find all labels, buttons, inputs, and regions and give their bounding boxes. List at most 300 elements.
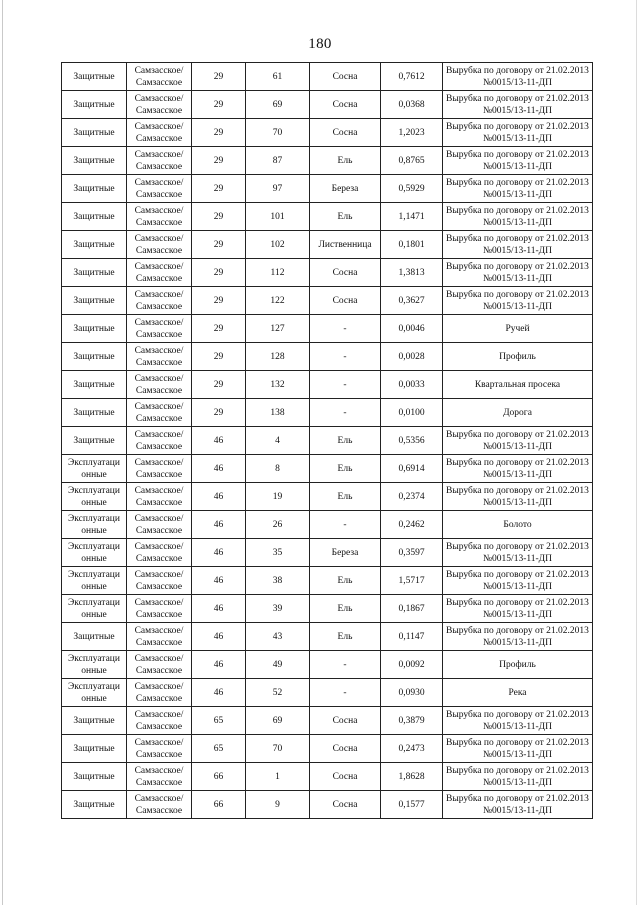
cell-forestry: [127, 735, 192, 763]
table-row: [62, 259, 593, 287]
cell-forestry-line: Самзасское: [135, 413, 183, 424]
forest-plots-table: [61, 62, 593, 819]
cell-quarter: 29: [192, 203, 246, 231]
cell-quarter: 46: [192, 455, 246, 483]
cell-note: [443, 791, 593, 819]
cell-quarter: 29: [192, 399, 246, 427]
cell-forestry-line: Самзасское/: [134, 569, 184, 580]
cell-species: Ель: [310, 427, 381, 455]
cell-area: 0,3627: [381, 287, 443, 315]
cell-plot: 97: [246, 175, 310, 203]
cell-forestry: [127, 455, 192, 483]
cell-plot: 1: [246, 763, 310, 791]
cell-plot: 39: [246, 595, 310, 623]
cell-area: 0,3879: [381, 707, 443, 735]
cell-note-line: Вырубка по договору от 21.02.2013: [446, 149, 589, 160]
cell-note-line: Вырубка по договору от 21.02.2013: [446, 793, 589, 804]
cell-forestry: [127, 231, 192, 259]
cell-category: [62, 763, 127, 791]
cell-forestry-line: Самзасское: [135, 665, 183, 676]
scan-edge-right: [636, 0, 637, 905]
cell-forestry-line: Самзасское/: [134, 653, 184, 664]
cell-note-line: №0015/13-11-ДП: [482, 217, 553, 228]
cell-note: [443, 707, 593, 735]
cell-forestry-line: Самзасское: [135, 777, 183, 788]
cell-forestry: [127, 595, 192, 623]
cell-note-line: Вырубка по договору от 21.02.2013: [446, 765, 589, 776]
table-row: [62, 791, 593, 819]
cell-area: 0,5929: [381, 175, 443, 203]
cell-note: [443, 539, 593, 567]
table-row: [62, 147, 593, 175]
table-row: [62, 539, 593, 567]
cell-category-line: Защитные: [73, 183, 115, 194]
cell-category: [62, 427, 127, 455]
cell-forestry: [127, 707, 192, 735]
cell-species: Береза: [310, 175, 381, 203]
cell-note-line: Вырубка по договору от 21.02.2013: [446, 597, 589, 608]
table-row: [62, 203, 593, 231]
cell-plot: 35: [246, 539, 310, 567]
cell-plot: 26: [246, 511, 310, 539]
cell-note-line: Река: [508, 687, 527, 698]
table-row: [62, 679, 593, 707]
cell-note-line: Ручей: [505, 323, 530, 334]
cell-note-line: №0015/13-11-ДП: [482, 105, 553, 116]
cell-category-line: Защитные: [73, 743, 115, 754]
table-row: [62, 91, 593, 119]
cell-note-line: Профиль: [499, 351, 536, 362]
cell-note-line: №0015/13-11-ДП: [482, 553, 553, 564]
cell-area: 0,0930: [381, 679, 443, 707]
cell-category-line: онные: [81, 469, 107, 480]
cell-category: [62, 231, 127, 259]
cell-note-line: Вырубка по договору от 21.02.2013: [446, 429, 589, 440]
table-row: [62, 623, 593, 651]
cell-forestry-line: Самзасское: [135, 357, 183, 368]
cell-note-line: Вырубка по договору от 21.02.2013: [446, 177, 589, 188]
cell-plot: 70: [246, 119, 310, 147]
cell-note-line: Вырубка по договору от 21.02.2013: [446, 737, 589, 748]
cell-forestry-line: Самзасское: [135, 721, 183, 732]
cell-forestry: [127, 399, 192, 427]
cell-forestry-line: Самзасское/: [134, 261, 184, 272]
cell-note-line: №0015/13-11-ДП: [482, 777, 553, 788]
cell-category-line: Эксплуатаци: [68, 541, 120, 552]
cell-forestry-line: Самзасское/: [134, 233, 184, 244]
cell-category: [62, 371, 127, 399]
cell-note: [443, 651, 593, 679]
cell-quarter: 29: [192, 91, 246, 119]
cell-quarter: 46: [192, 595, 246, 623]
cell-note-line: №0015/13-11-ДП: [482, 637, 553, 648]
cell-note-line: №0015/13-11-ДП: [482, 609, 553, 620]
cell-note-line: №0015/13-11-ДП: [482, 805, 553, 816]
cell-note: [443, 679, 593, 707]
table-row: [62, 371, 593, 399]
cell-forestry: [127, 147, 192, 175]
cell-plot: 70: [246, 735, 310, 763]
cell-category-line: Защитные: [73, 323, 115, 334]
cell-plot: 112: [246, 259, 310, 287]
cell-forestry-line: Самзасское/: [134, 765, 184, 776]
cell-area: 0,2374: [381, 483, 443, 511]
cell-forestry-line: Самзасское: [135, 497, 183, 508]
cell-category-line: Защитные: [73, 379, 115, 390]
cell-forestry: [127, 259, 192, 287]
cell-forestry-line: Самзасское/: [134, 457, 184, 468]
cell-note-line: №0015/13-11-ДП: [482, 441, 553, 452]
cell-species: Сосна: [310, 287, 381, 315]
cell-category-line: онные: [81, 497, 107, 508]
cell-plot: 69: [246, 707, 310, 735]
cell-category-line: Защитные: [73, 71, 115, 82]
cell-note: [443, 119, 593, 147]
cell-category-line: онные: [81, 581, 107, 592]
cell-note-line: Вырубка по договору от 21.02.2013: [446, 65, 589, 76]
cell-category-line: онные: [81, 525, 107, 536]
cell-species: Лиственница: [310, 231, 381, 259]
cell-category: [62, 399, 127, 427]
cell-species: Ель: [310, 455, 381, 483]
cell-note: [443, 315, 593, 343]
cell-species: -: [310, 371, 381, 399]
cell-area: 0,3597: [381, 539, 443, 567]
cell-species: Сосна: [310, 91, 381, 119]
cell-note: [443, 343, 593, 371]
cell-forestry: [127, 623, 192, 651]
table-row: [62, 483, 593, 511]
cell-note-line: №0015/13-11-ДП: [482, 245, 553, 256]
cell-forestry-line: Самзасское/: [134, 149, 184, 160]
table-row: [62, 707, 593, 735]
cell-forestry: [127, 567, 192, 595]
cell-category-line: Защитные: [73, 155, 115, 166]
cell-forestry: [127, 679, 192, 707]
cell-plot: 128: [246, 343, 310, 371]
cell-area: 0,0033: [381, 371, 443, 399]
cell-plot: 9: [246, 791, 310, 819]
cell-forestry: [127, 287, 192, 315]
cell-forestry-line: Самзасское/: [134, 485, 184, 496]
cell-category: [62, 147, 127, 175]
cell-quarter: 46: [192, 539, 246, 567]
cell-forestry-line: Самзасское: [135, 385, 183, 396]
cell-forestry-line: Самзасское/: [134, 625, 184, 636]
cell-category-line: онные: [81, 609, 107, 620]
cell-note-line: Вырубка по договору от 21.02.2013: [446, 289, 589, 300]
cell-note-line: Вырубка по договору от 21.02.2013: [446, 569, 589, 580]
cell-note-line: №0015/13-11-ДП: [482, 189, 553, 200]
table-row: [62, 399, 593, 427]
table-row: [62, 511, 593, 539]
cell-species: Сосна: [310, 735, 381, 763]
cell-note: [443, 91, 593, 119]
cell-area: 0,0092: [381, 651, 443, 679]
cell-forestry-line: Самзасское: [135, 301, 183, 312]
cell-note: [443, 483, 593, 511]
cell-forestry-line: Самзасское/: [134, 429, 184, 440]
cell-area: 0,6914: [381, 455, 443, 483]
table-row: [62, 651, 593, 679]
cell-category-line: Защитные: [73, 407, 115, 418]
cell-note-line: №0015/13-11-ДП: [482, 469, 553, 480]
cell-forestry-line: Самзасское/: [134, 597, 184, 608]
cell-note-line: Профиль: [499, 659, 536, 670]
cell-forestry: [127, 539, 192, 567]
cell-forestry: [127, 315, 192, 343]
cell-category: [62, 287, 127, 315]
table-row: [62, 427, 593, 455]
cell-forestry-line: Самзасское: [135, 553, 183, 564]
table-row: [62, 763, 593, 791]
cell-category-line: онные: [81, 553, 107, 564]
cell-quarter: 29: [192, 119, 246, 147]
cell-species: Ель: [310, 595, 381, 623]
cell-plot: 19: [246, 483, 310, 511]
cell-note-line: Дорога: [503, 407, 532, 418]
cell-quarter: 46: [192, 567, 246, 595]
cell-forestry: [127, 91, 192, 119]
cell-forestry-line: Самзасское: [135, 469, 183, 480]
cell-plot: 122: [246, 287, 310, 315]
cell-note-line: Вырубка по договору от 21.02.2013: [446, 121, 589, 132]
cell-forestry: [127, 427, 192, 455]
table-row: [62, 735, 593, 763]
cell-area: 0,8765: [381, 147, 443, 175]
cell-forestry-line: Самзасское/: [134, 65, 184, 76]
cell-forestry: [127, 651, 192, 679]
cell-species: Ель: [310, 567, 381, 595]
cell-note-line: №0015/13-11-ДП: [482, 749, 553, 760]
cell-quarter: 29: [192, 175, 246, 203]
cell-quarter: 46: [192, 623, 246, 651]
cell-plot: 102: [246, 231, 310, 259]
cell-forestry-line: Самзасское: [135, 189, 183, 200]
cell-species: Сосна: [310, 763, 381, 791]
cell-forestry: [127, 371, 192, 399]
cell-area: 0,0046: [381, 315, 443, 343]
cell-species: Сосна: [310, 259, 381, 287]
cell-quarter: 46: [192, 483, 246, 511]
cell-plot: 69: [246, 91, 310, 119]
cell-category: [62, 707, 127, 735]
cell-quarter: 29: [192, 315, 246, 343]
cell-note: [443, 203, 593, 231]
cell-forestry: [127, 763, 192, 791]
cell-area: 1,8628: [381, 763, 443, 791]
cell-note: [443, 763, 593, 791]
cell-plot: 138: [246, 399, 310, 427]
cell-note-line: Вырубка по договору от 21.02.2013: [446, 709, 589, 720]
cell-forestry-line: Самзасское: [135, 245, 183, 256]
page-number: 180: [308, 36, 332, 52]
cell-forestry-line: Самзасское/: [134, 317, 184, 328]
cell-note: [443, 231, 593, 259]
cell-forestry-line: Самзасское/: [134, 709, 184, 720]
cell-category: [62, 567, 127, 595]
cell-category: [62, 623, 127, 651]
cell-note-line: Вырубка по договору от 21.02.2013: [446, 93, 589, 104]
scan-edge-left: [2, 0, 3, 905]
cell-category: [62, 91, 127, 119]
cell-quarter: 66: [192, 791, 246, 819]
cell-species: Сосна: [310, 63, 381, 91]
cell-quarter: 29: [192, 147, 246, 175]
cell-species: -: [310, 315, 381, 343]
cell-species: Сосна: [310, 791, 381, 819]
cell-note-line: Вырубка по договору от 21.02.2013: [446, 261, 589, 272]
cell-category-line: Защитные: [73, 295, 115, 306]
cell-category-line: Эксплуатаци: [68, 485, 120, 496]
cell-note: [443, 567, 593, 595]
table-row: [62, 231, 593, 259]
cell-area: 0,0368: [381, 91, 443, 119]
cell-category: [62, 203, 127, 231]
cell-category: [62, 483, 127, 511]
cell-plot: 4: [246, 427, 310, 455]
cell-category-line: Защитные: [73, 211, 115, 222]
cell-area: 0,1867: [381, 595, 443, 623]
cell-category: [62, 735, 127, 763]
cell-note-line: Вырубка по договору от 21.02.2013: [446, 541, 589, 552]
cell-note: [443, 511, 593, 539]
cell-forestry-line: Самзасское/: [134, 289, 184, 300]
cell-note-line: Болото: [503, 519, 532, 530]
cell-species: Ель: [310, 483, 381, 511]
cell-forestry: [127, 791, 192, 819]
cell-plot: 49: [246, 651, 310, 679]
cell-category-line: Защитные: [73, 351, 115, 362]
cell-species: Сосна: [310, 707, 381, 735]
cell-category-line: Защитные: [73, 631, 115, 642]
cell-forestry-line: Самзасское/: [134, 121, 184, 132]
cell-forestry-line: Самзасское: [135, 805, 183, 816]
cell-species: Береза: [310, 539, 381, 567]
cell-category-line: Защитные: [73, 127, 115, 138]
cell-forestry: [127, 175, 192, 203]
cell-area: 0,1801: [381, 231, 443, 259]
cell-category: [62, 259, 127, 287]
cell-category-line: Защитные: [73, 435, 115, 446]
table-row: [62, 567, 593, 595]
cell-category: [62, 175, 127, 203]
cell-note: [443, 371, 593, 399]
table-row: [62, 315, 593, 343]
cell-note: [443, 399, 593, 427]
cell-area: 0,0100: [381, 399, 443, 427]
cell-note-line: №0015/13-11-ДП: [482, 161, 553, 172]
cell-species: -: [310, 679, 381, 707]
table-row: [62, 119, 593, 147]
cell-category-line: онные: [81, 693, 107, 704]
cell-quarter: 29: [192, 259, 246, 287]
cell-note: [443, 287, 593, 315]
cell-area: 0,2462: [381, 511, 443, 539]
cell-category: [62, 119, 127, 147]
cell-forestry-line: Самзасское: [135, 693, 183, 704]
cell-quarter: 65: [192, 735, 246, 763]
cell-plot: 38: [246, 567, 310, 595]
cell-note: [443, 595, 593, 623]
cell-category-line: Эксплуатаци: [68, 569, 120, 580]
cell-note-line: №0015/13-11-ДП: [482, 581, 553, 592]
cell-category: [62, 791, 127, 819]
cell-forestry: [127, 203, 192, 231]
cell-area: 0,1147: [381, 623, 443, 651]
cell-category: [62, 315, 127, 343]
cell-forestry-line: Самзасское: [135, 609, 183, 620]
cell-category-line: Эксплуатаци: [68, 653, 120, 664]
cell-quarter: 46: [192, 679, 246, 707]
cell-forestry-line: Самзасское/: [134, 793, 184, 804]
cell-note-line: №0015/13-11-ДП: [482, 133, 553, 144]
cell-note-line: №0015/13-11-ДП: [482, 497, 553, 508]
cell-category-line: Защитные: [73, 715, 115, 726]
table-row: [62, 175, 593, 203]
cell-category-line: Защитные: [73, 771, 115, 782]
cell-note: [443, 735, 593, 763]
cell-category-line: онные: [81, 665, 107, 676]
cell-forestry-line: Самзасское: [135, 525, 183, 536]
cell-note-line: Вырубка по договору от 21.02.2013: [446, 625, 589, 636]
cell-forestry-line: Самзасское: [135, 441, 183, 452]
cell-quarter: 29: [192, 63, 246, 91]
cell-forestry: [127, 483, 192, 511]
cell-species: -: [310, 511, 381, 539]
cell-area: 1,3813: [381, 259, 443, 287]
cell-species: Ель: [310, 203, 381, 231]
cell-forestry-line: Самзасское: [135, 749, 183, 760]
cell-plot: 132: [246, 371, 310, 399]
cell-forestry-line: Самзасское/: [134, 205, 184, 216]
cell-note-line: Вырубка по договору от 21.02.2013: [446, 457, 589, 468]
cell-category-line: Эксплуатаци: [68, 681, 120, 692]
table-row: [62, 343, 593, 371]
table-row: [62, 595, 593, 623]
cell-forestry: [127, 511, 192, 539]
cell-quarter: 29: [192, 231, 246, 259]
cell-category: [62, 63, 127, 91]
cell-note-line: Вырубка по договору от 21.02.2013: [446, 233, 589, 244]
cell-forestry: [127, 63, 192, 91]
cell-quarter: 29: [192, 287, 246, 315]
cell-category: [62, 343, 127, 371]
cell-category-line: Эксплуатаци: [68, 457, 120, 468]
cell-species: Сосна: [310, 119, 381, 147]
cell-plot: 127: [246, 315, 310, 343]
cell-area: 1,5717: [381, 567, 443, 595]
cell-forestry-line: Самзасское/: [134, 373, 184, 384]
cell-forestry-line: Самзасское/: [134, 177, 184, 188]
cell-forestry-line: Самзасское/: [134, 513, 184, 524]
cell-forestry-line: Самзасское/: [134, 401, 184, 412]
cell-forestry: [127, 119, 192, 147]
cell-quarter: 65: [192, 707, 246, 735]
cell-forestry-line: Самзасское/: [134, 681, 184, 692]
cell-plot: 61: [246, 63, 310, 91]
table-row: [62, 63, 593, 91]
cell-note-line: Вырубка по договору от 21.02.2013: [446, 485, 589, 496]
cell-note: [443, 147, 593, 175]
cell-category: [62, 595, 127, 623]
cell-quarter: 46: [192, 427, 246, 455]
cell-quarter: 29: [192, 371, 246, 399]
cell-species: -: [310, 343, 381, 371]
cell-note-line: №0015/13-11-ДП: [482, 301, 553, 312]
cell-quarter: 46: [192, 511, 246, 539]
cell-plot: 43: [246, 623, 310, 651]
